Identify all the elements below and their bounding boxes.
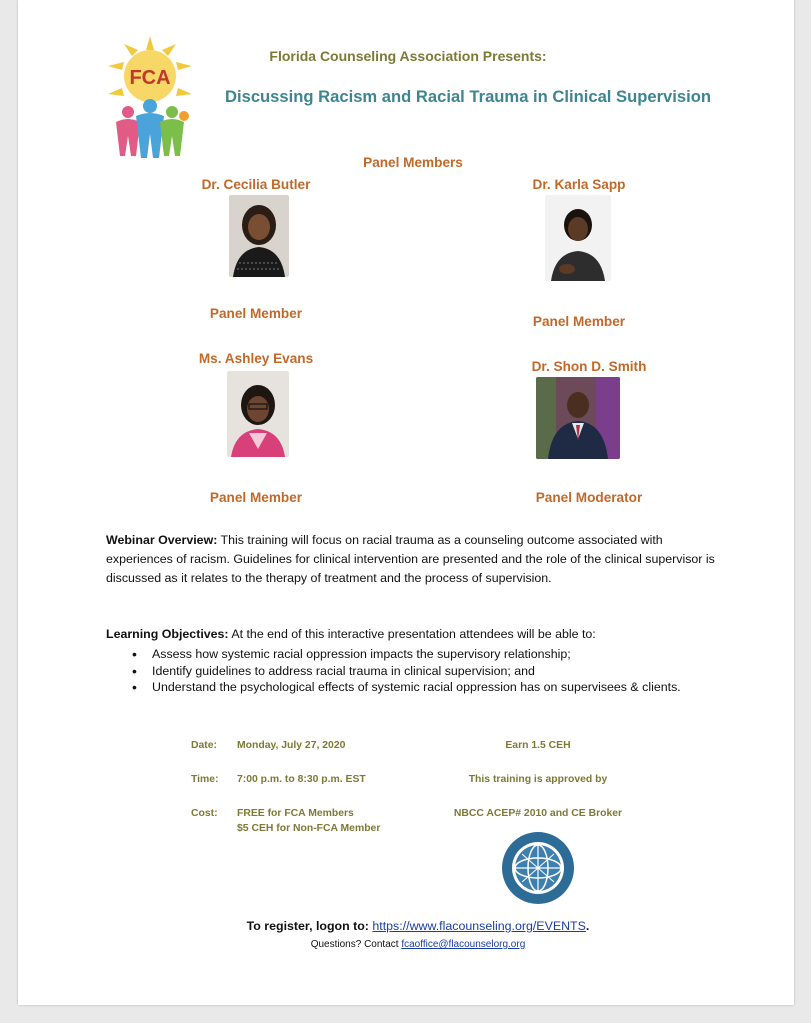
approval-bodies: NBCC ACEP# 2010 and CE Broker [453, 808, 623, 819]
panelist-photo [536, 377, 620, 459]
panelist-name: Ms. Ashley Evans [198, 351, 314, 366]
objectives-intro-text: At the end of this interactive presentation attendees will be able to: [231, 627, 596, 641]
fca-logo [106, 36, 194, 160]
panelist-name: Dr. Cecilia Butler [201, 177, 311, 192]
questions-line [218, 939, 618, 950]
cost-value-nonmembers: $5 CEH for Non-FCA Member [237, 823, 381, 834]
panelist-photo [545, 195, 611, 281]
list-item: • Assess how systemic racial oppression impacts the supervisory relationship; [106, 646, 716, 663]
learning-objectives-intro [106, 625, 736, 644]
objectives-label: Learning Objectives: [106, 627, 229, 641]
svg-text:FCA: FCA [129, 67, 171, 89]
panelist-role: Panel Moderator [535, 490, 643, 505]
register-period: . [585, 919, 590, 933]
panelist-role: Panel Member [532, 314, 626, 329]
contact-email-link[interactable]: fcaoffice@flacounselorg.org [401, 939, 526, 950]
webinar-overview [106, 531, 726, 588]
register-label: To register, logon to: [246, 919, 369, 933]
panelist-photo [229, 195, 289, 277]
panelist-photo [227, 371, 289, 457]
panelist-role: Panel Member [209, 306, 303, 321]
time-label: Time: [191, 774, 219, 785]
cost-value-members: FREE for FCA Members [237, 808, 354, 819]
date-label: Date: [191, 740, 217, 751]
list-item: • Understand the psychological effects of systemic racial oppression has on supervisees & clients. [106, 679, 716, 696]
overview-label: Webinar Overview: [106, 533, 218, 547]
presenter-line: Florida Counseling Association Presents: [269, 48, 547, 64]
questions-label: Questions? Contact [310, 939, 399, 950]
events-link[interactable]: https://www.flacounseling.org/EVENTS [372, 919, 586, 933]
panelist-name: Dr. Karla Sapp [532, 177, 626, 192]
approval-line: This training is approved by [468, 774, 608, 785]
panel-heading: Panel Members [363, 155, 463, 170]
cost-label: Cost: [191, 808, 218, 819]
time-value: 7:00 p.m. to 8:30 p.m. EST [237, 774, 366, 785]
date-value: Monday, July 27, 2020 [237, 740, 346, 751]
flyer-page [18, 0, 794, 1005]
registration-line [168, 919, 668, 933]
nbcc-seal [500, 830, 576, 906]
list-item: • Identify guidelines to address racial trauma in clinical supervision; and [106, 663, 716, 680]
panelist-name: Dr. Shon D. Smith [531, 359, 647, 374]
overview-text: This training will focus on racial trauma as a counseling outcome associated with experiences of racism. Guidelines for clinical intervention are presented and the role of the clinical supervisor is discussed as it relates to the therapy of treatment and the process of supervision. [106, 533, 715, 585]
ceh-earn: Earn 1.5 CEH [505, 740, 571, 751]
panelist-role: Panel Member [209, 490, 303, 505]
objectives-list [106, 646, 716, 696]
webinar-title: Discussing Racism and Racial Trauma in Clinical Supervision [225, 87, 711, 106]
